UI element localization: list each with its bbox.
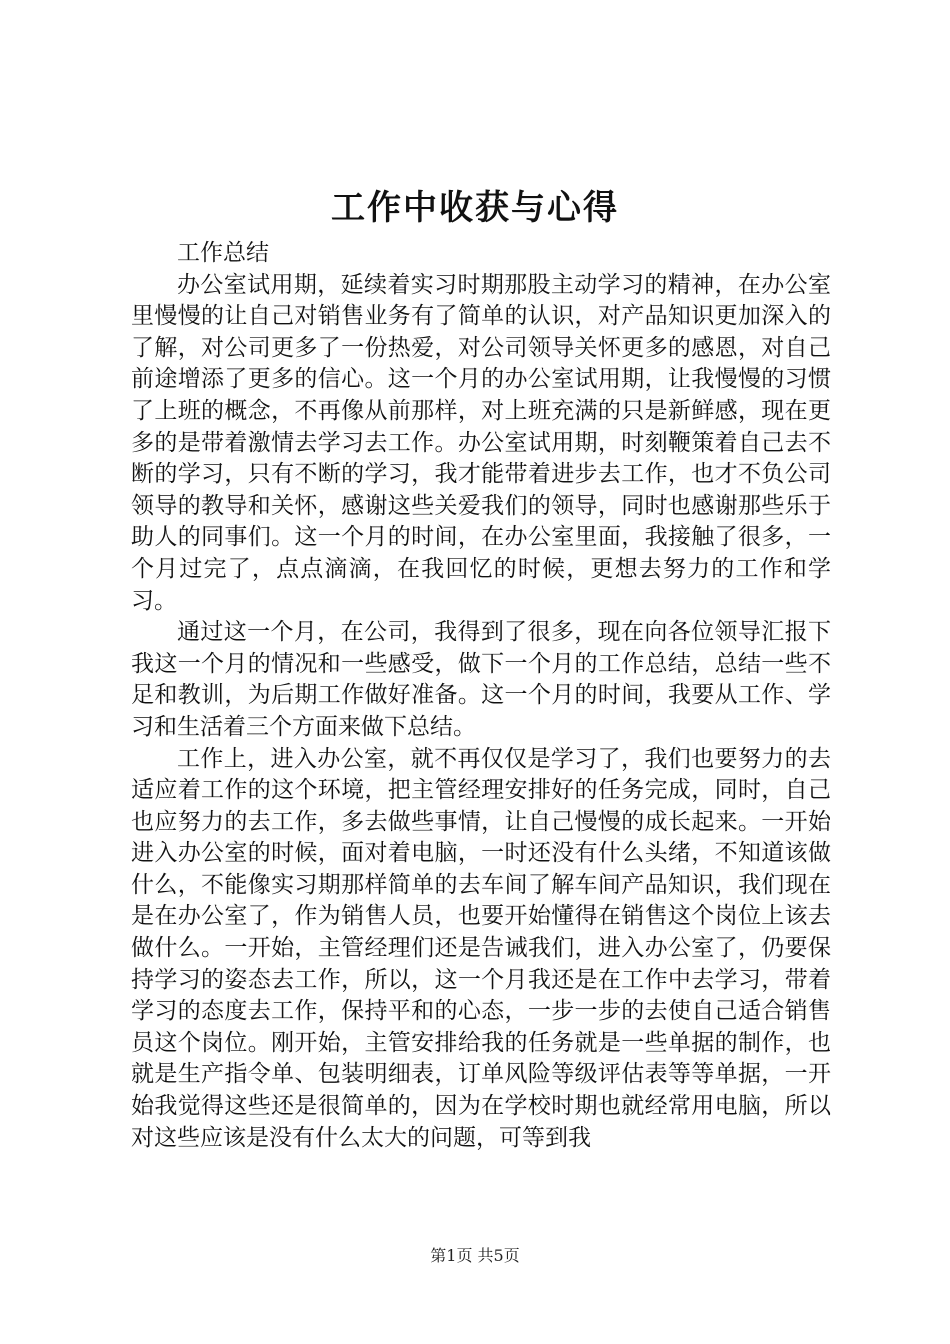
paragraph-2: 通过这一个月，在公司，我得到了很多，现在向各位领导汇报下我这一个月的情况和一些感受，做下一个月的工作总结，总结一些不足和教训，为后期工作做好准备。这一个月的时间，我要从工作、学习和生活着三个方面来做下总结。 [131, 619, 831, 740]
paragraph-3: 工作上，进入办公室，就不再仅仅是学习了，我们也要努力的去适应着工作的这个环境，把主管经理安排好的任务完成，同时，自己也应努力的去工作，多去做些事情，让自己慢慢的成长起来。一开始进入办公室的时候，面对着电脑，一时还没有什么头绪，不知道该做什么，不能像实习期那样简单的去车间了解车间产品知识，我们现在是在办公室了，作为销售人员，也要开始懂得在销售这个岗位上该去做什么。一开始，主管经理们还是告诫我们，进入办公室了，仍要保持学习的姿态去工作，所以，这一个月我还是在工作中去学习，带着学习的态度去工作，保持平和的心态，一步一步的去使自己适合销售员这个岗位。刚开始，主管安排给我的任务就是一些单据的制作，也就是生产指令单、包装明细表，订单风险等级评估表等等单据，一开始我觉得这些还是很简单的，因为在学校时期也就经常用电脑，所以对这些应该是没有什么太大的问题，可等到我 [131, 745, 831, 1151]
document-body [131, 238, 831, 1154]
section-heading: 工作总结 [177, 240, 269, 266]
document-title: 工作中收获与心得 [331, 188, 619, 228]
page-number-footer: 第1页 共5页 [430, 1246, 520, 1265]
paragraph-1: 办公室试用期，延续着实习时期那股主动学习的精神，在办公室里慢慢的让自己对销售业务有了简单的认识，对产品知识更加深入的了解，对公司更多了一份热爱，对公司领导关怀更多的感恩，对自己前途增添了更多的信心。这一个月的办公室试用期，让我慢慢的习惯了上班的概念，不再像从前那样，对上班充满的只是新鲜感，现在更多的是带着激情去学习去工作。办公室试用期，时刻鞭策着自己去不断的学习，只有不断的学习，我才能带着进步去工作，也才不负公司领导的教导和关怀，感谢这些关爱我们的领导，同时也感谢那些乐于助人的同事们。这一个月的时间，在办公室里面，我接触了很多，一个月过完了，点点滴滴，在我回忆的时候，更想去努力的工作和学习。 [131, 271, 831, 614]
